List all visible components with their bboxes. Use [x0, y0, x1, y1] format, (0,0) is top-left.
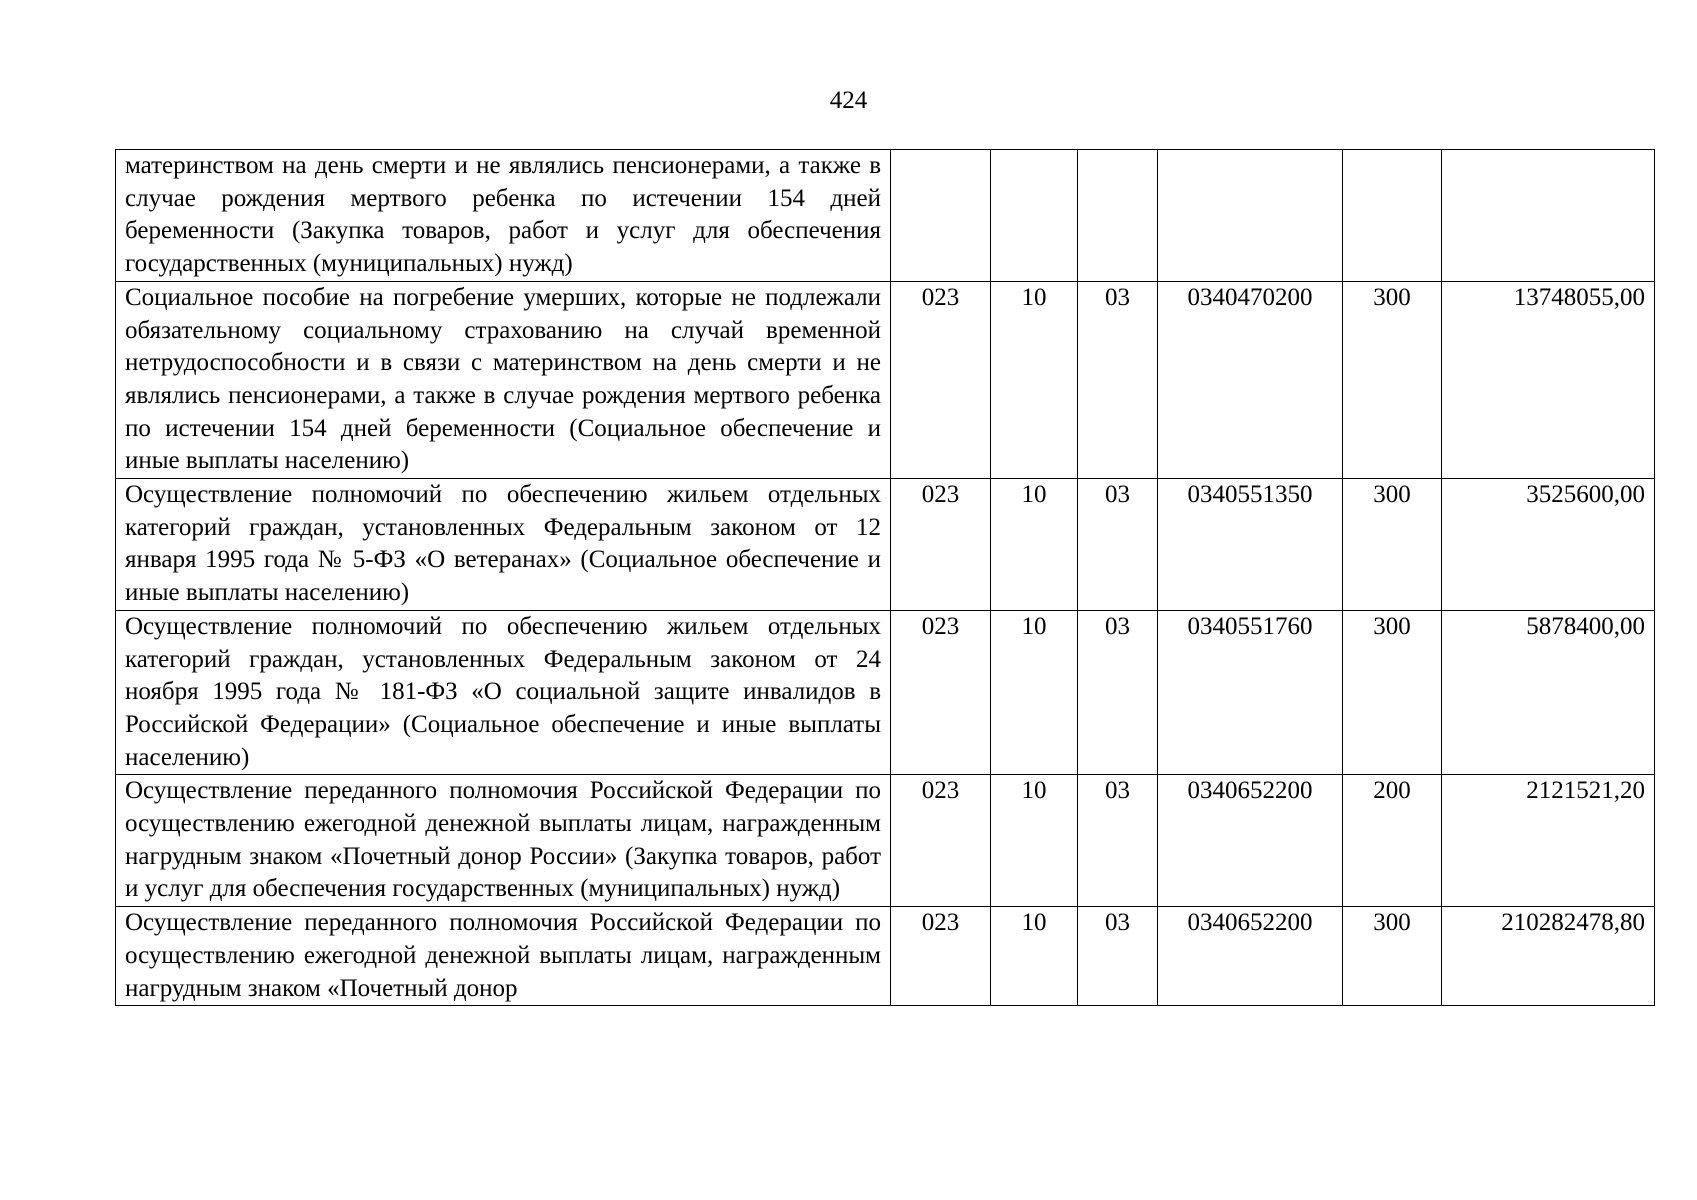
subsection-code: 03 [1078, 907, 1158, 1006]
grbs-code: 023 [891, 479, 991, 611]
subsection-code: 03 [1078, 610, 1158, 775]
amount: 5878400,00 [1442, 610, 1655, 775]
budget-table [115, 149, 1655, 1006]
grbs-code: 023 [891, 610, 991, 775]
expense-type-code: 200 [1343, 775, 1442, 907]
expense-type-code: 300 [1343, 610, 1442, 775]
grbs-code: 023 [891, 775, 991, 907]
target-article-code: 0340551760 [1158, 610, 1343, 775]
target-article-code: 0340652200 [1158, 775, 1343, 907]
target-article-code: 0340551350 [1158, 479, 1343, 611]
grbs-code [891, 150, 991, 282]
subsection-code [1078, 150, 1158, 282]
table-row [116, 150, 1655, 282]
subsection-code: 03 [1078, 281, 1158, 478]
amount [1442, 150, 1655, 282]
section-code: 10 [991, 610, 1078, 775]
row-description: Осуществление полномочий по обеспечению жильем отдельных категорий граждан, установленных Федеральным законом от 12 января 1995 года № 5-ФЗ «О ветеранах» (Социальное обеспечение и иные выплаты населению) [116, 479, 891, 611]
expense-type-code: 300 [1343, 907, 1442, 1006]
table-row [116, 907, 1655, 1006]
amount: 2121521,20 [1442, 775, 1655, 907]
table-row [116, 610, 1655, 775]
row-description: Осуществление переданного полномочия Российской Федерации по осуществлению ежегодной денежной выплаты лицам, награжденным нагрудным знаком «Почетный донор России» (Закупка товаров, работ и услуг для обеспечения государственных (муниципальных) нужд) [116, 775, 891, 907]
section-code: 10 [991, 775, 1078, 907]
subsection-code: 03 [1078, 775, 1158, 907]
amount: 3525600,00 [1442, 479, 1655, 611]
expense-type-code: 300 [1343, 479, 1442, 611]
row-description: Социальное пособие на погребение умерших, которые не подлежали обязательному социальному страхованию на случай временной нетрудоспособности и в связи с материнством на день смерти и не являлись пенсионерами, а также в случае рождения мертвого ребенка по истечении 154 дней беременности (Социальное обеспечение и иные выплаты населению) [116, 281, 891, 478]
target-article-code: 0340470200 [1158, 281, 1343, 478]
table-row [116, 479, 1655, 611]
section-code: 10 [991, 281, 1078, 478]
section-code: 10 [991, 907, 1078, 1006]
subsection-code: 03 [1078, 479, 1158, 611]
grbs-code: 023 [891, 907, 991, 1006]
section-code [991, 150, 1078, 282]
target-article-code [1158, 150, 1343, 282]
row-description: материнством на день смерти и не являлись пенсионерами, а также в случае рождения мертвого ребенка по истечении 154 дней беременности (Закупка товаров, работ и услуг для обеспечения государственных (муниципальных) нужд) [116, 150, 891, 282]
page-number: 424 [829, 87, 868, 114]
section-code: 10 [991, 479, 1078, 611]
expense-type-code [1343, 150, 1442, 282]
amount: 13748055,00 [1442, 281, 1655, 478]
grbs-code: 023 [891, 281, 991, 478]
row-description: Осуществление полномочий по обеспечению жильем отдельных категорий граждан, установленных Федеральным законом от 24 ноября 1995 года № 181-ФЗ «О социальной защите инвалидов в Российской Федерации» (Социальное обеспечение и иные выплаты населению) [116, 610, 891, 775]
target-article-code: 0340652200 [1158, 907, 1343, 1006]
expense-type-code: 300 [1343, 281, 1442, 478]
table-row [116, 775, 1655, 907]
row-description: Осуществление переданного полномочия Российской Федерации по осуществлению ежегодной денежной выплаты лицам, награжденным нагрудным знаком «Почетный донор [116, 907, 891, 1006]
amount: 210282478,80 [1442, 907, 1655, 1006]
table-row [116, 281, 1655, 478]
